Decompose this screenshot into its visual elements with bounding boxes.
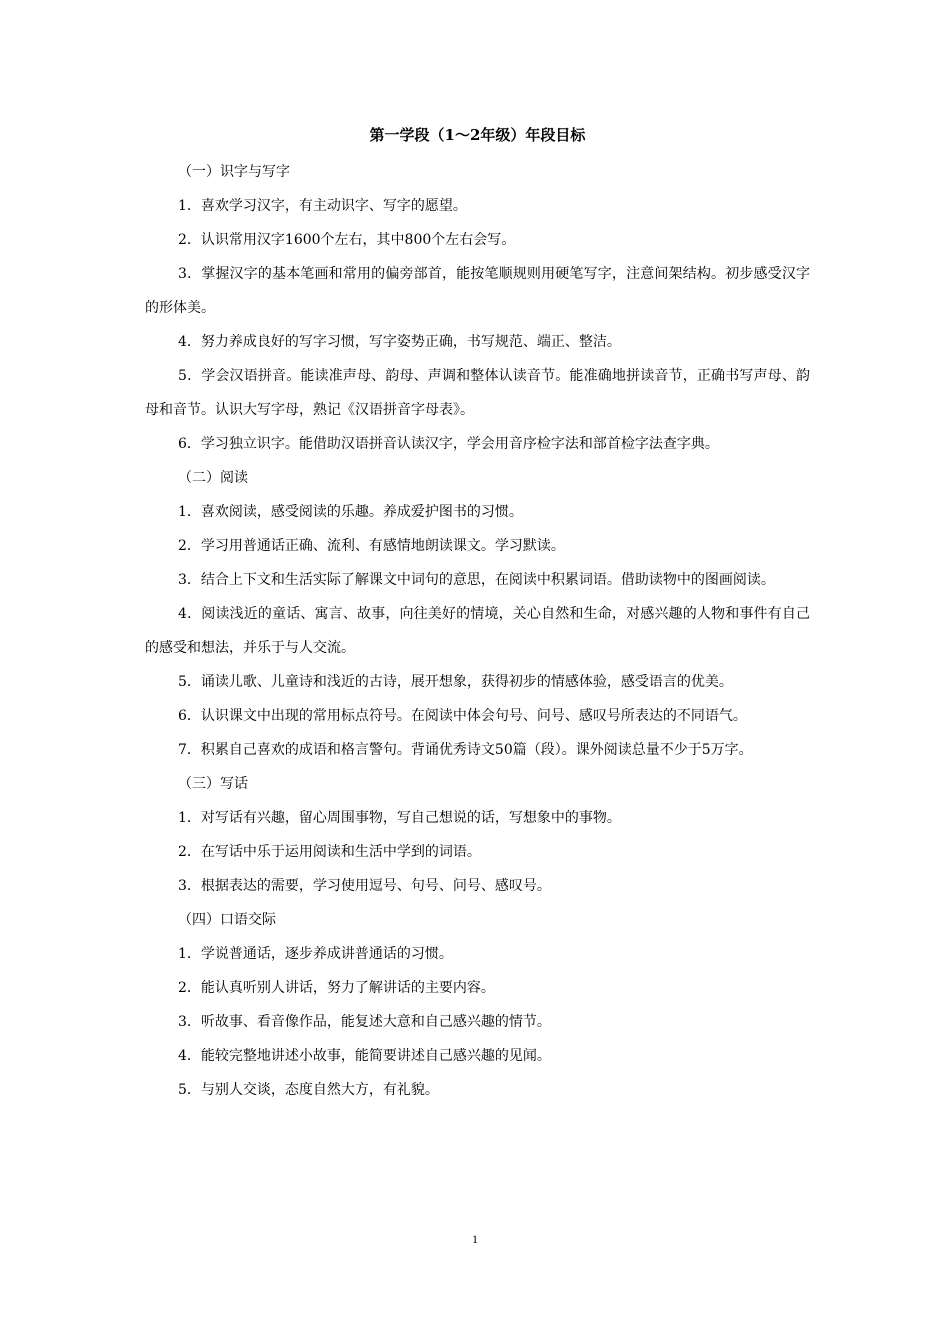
list-item: 6．学习独立识字。能借助汉语拼音认读汉字，学会用音序检字法和部首检字法查字典。: [178, 436, 719, 452]
section-heading: （三）写话: [178, 776, 248, 792]
list-item: 2．能认真听别人讲话，努力了解讲话的主要内容。: [178, 980, 495, 996]
document-title: 第一学段（1～2年级）年段目标: [369, 126, 586, 144]
list-item: 3．掌握汉字的基本笔画和常用的偏旁部首，能按笔顺规则用硬笔写字，注意间架结构。初步感受汉字的形体美。: [145, 266, 810, 316]
section-heading: （四）口语交际: [178, 912, 276, 928]
section-writing: [145, 767, 810, 903]
list-item: 5．诵读儿歌、儿童诗和浅近的古诗，展开想象，获得初步的情感体验，感受语言的优美。: [178, 674, 733, 690]
list-item: 3．听故事、看音像作品，能复述大意和自己感兴趣的情节。: [178, 1014, 551, 1030]
list-item: 1．喜欢阅读，感受阅读的乐趣。养成爱护图书的习惯。: [178, 504, 523, 520]
section-heading: （一）识字与写字: [178, 164, 290, 180]
list-item: 3．结合上下文和生活实际了解课文中词句的意思，在阅读中积累词语。借助读物中的图画阅读。: [178, 572, 775, 588]
document-body: [145, 122, 810, 1107]
page-number: 1: [472, 1232, 478, 1246]
list-item: 1．对写话有兴趣，留心周围事物，写自己想说的话，写想象中的事物。: [178, 810, 621, 826]
section-oral-communication: [145, 903, 810, 1107]
list-item: 4．阅读浅近的童话、寓言、故事，向往美好的情境，关心自然和生命，对感兴趣的人物和事件有自己的感受和想法，并乐于与人交流。: [145, 606, 810, 656]
list-item: 7．积累自己喜欢的成语和格言警句。背诵优秀诗文50篇（段）。课外阅读总量不少于5万字。: [178, 742, 753, 758]
list-item: 6．认识课文中出现的常用标点符号。在阅读中体会句号、问号、感叹号所表达的不同语气。: [178, 708, 747, 724]
list-item: 4．努力养成良好的写字习惯，写字姿势正确，书写规范、端正、整洁。: [178, 334, 621, 350]
section-reading: [145, 461, 810, 767]
list-item: 3．根据表达的需要，学习使用逗号、句号、问号、感叹号。: [178, 878, 551, 894]
section-heading: （二）阅读: [178, 470, 248, 486]
list-item: 1．学说普通话，逐步养成讲普通话的习惯。: [178, 946, 453, 962]
list-item: 4．能较完整地讲述小故事，能简要讲述自己感兴趣的见闻。: [178, 1048, 551, 1064]
list-item: 5．与别人交谈，态度自然大方，有礼貌。: [178, 1082, 439, 1098]
list-item: 2．学习用普通话正确、流利、有感情地朗读课文。学习默读。: [178, 538, 565, 554]
list-item: 1．喜欢学习汉字，有主动识字、写字的愿望。: [178, 198, 467, 214]
section-literacy: [145, 155, 810, 461]
list-item: 2．在写话中乐于运用阅读和生活中学到的词语。: [178, 844, 481, 860]
list-item: 2．认识常用汉字1600个左右，其中800个左右会写。: [178, 232, 516, 248]
list-item: 5．学会汉语拼音。能读准声母、韵母、声调和整体认读音节。能准确地拼读音节，正确书写声母、韵母和音节。认识大写字母，熟记《汉语拼音字母表》。: [145, 368, 810, 418]
